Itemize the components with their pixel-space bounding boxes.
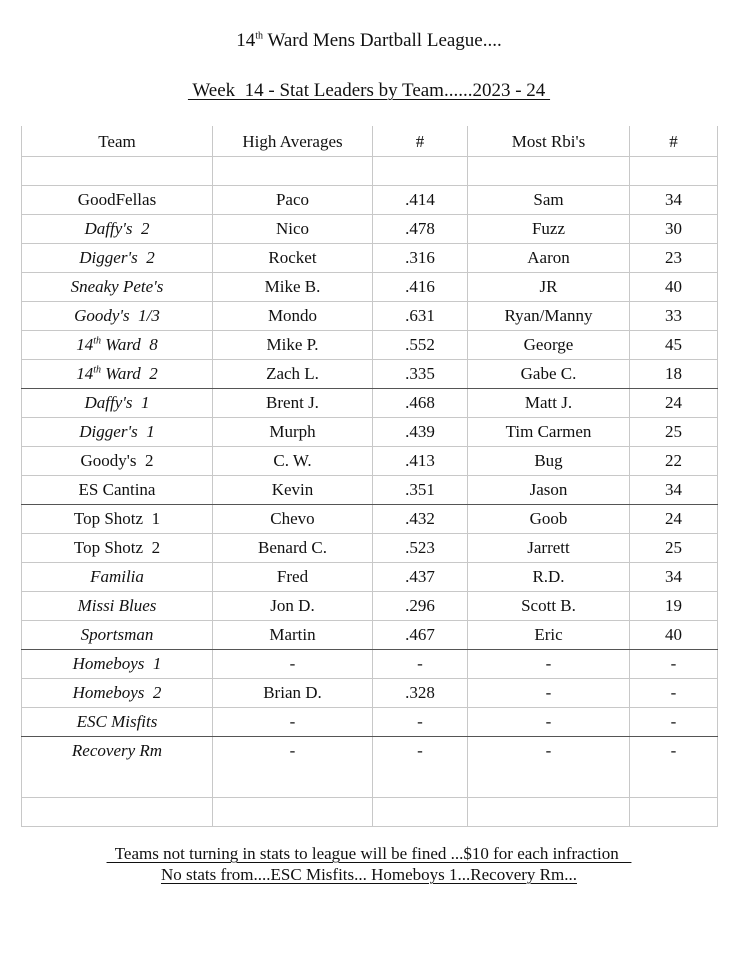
column-header-rbi-number: #	[630, 127, 718, 157]
table-row	[22, 650, 718, 679]
high-avg-value-cell: .468	[373, 389, 468, 418]
rbi-player-cell: -	[468, 679, 630, 708]
team-name: Goody's 1/3	[74, 306, 160, 325]
high-avg-player-cell: C. W.	[213, 447, 373, 476]
rbi-value-cell: -	[630, 708, 718, 737]
team-name-cell	[22, 650, 213, 679]
team-name: Top Shotz 1	[73, 509, 161, 528]
header-row	[22, 127, 718, 157]
team-name: ESC Misfits	[76, 712, 158, 731]
rbi-player-cell: -	[468, 708, 630, 737]
page-title	[0, 29, 738, 53]
stat-leaders-table	[21, 126, 718, 827]
fine-notice: Teams not turning in stats to league will be fined ...$10 for each infraction	[106, 844, 632, 863]
column-header-team: Team	[22, 127, 213, 157]
team-name: ES Cantina	[78, 480, 156, 499]
team-name: Sneaky Pete's	[70, 277, 164, 296]
team-name-superscript: th	[93, 364, 101, 376]
team-name-cell	[22, 418, 213, 447]
table-row	[22, 302, 718, 331]
team-name-cell	[22, 737, 213, 798]
rbi-player-cell: Bug	[468, 447, 630, 476]
rbi-value-cell: 19	[630, 592, 718, 621]
high-avg-value-cell: .316	[373, 244, 468, 273]
rbi-player-cell: Goob	[468, 505, 630, 534]
spacer-row	[22, 157, 718, 186]
team-name-rest: Ward 2	[100, 364, 158, 383]
rbi-player-cell: Sam	[468, 186, 630, 215]
high-avg-player-cell: -	[213, 708, 373, 737]
rbi-value-cell: -	[630, 737, 718, 798]
high-avg-player-cell: Mike B.	[213, 273, 373, 302]
rbi-value-cell: 34	[630, 476, 718, 505]
team-name-cell	[22, 331, 213, 360]
high-avg-player-cell: -	[213, 650, 373, 679]
high-avg-player-cell: Brian D.	[213, 679, 373, 708]
table-row	[22, 679, 718, 708]
team-name-cell	[22, 273, 213, 302]
rbi-value-cell: 34	[630, 563, 718, 592]
team-name-cell	[22, 476, 213, 505]
rbi-player-cell: JR	[468, 273, 630, 302]
table-row	[22, 418, 718, 447]
team-name: Missi Blues	[77, 596, 157, 615]
rbi-player-cell: George	[468, 331, 630, 360]
high-avg-player-cell: Murph	[213, 418, 373, 447]
missing-stats-notice: No stats from....ESC Misfits... Homeboys 1...Recovery Rm...	[160, 865, 577, 884]
high-avg-value-cell: -	[373, 737, 468, 798]
high-avg-value-cell: .631	[373, 302, 468, 331]
rbi-value-cell: 40	[630, 273, 718, 302]
team-name-rest: Ward 8	[100, 335, 158, 354]
team-name-cell	[22, 447, 213, 476]
team-name: 14	[76, 364, 94, 383]
team-name-cell	[22, 592, 213, 621]
high-avg-value-cell: .439	[373, 418, 468, 447]
team-name-cell	[22, 215, 213, 244]
page-subtitle	[0, 79, 738, 103]
high-avg-player-cell: Paco	[213, 186, 373, 215]
high-avg-value-cell: .296	[373, 592, 468, 621]
team-name-cell	[22, 563, 213, 592]
high-avg-value-cell: .413	[373, 447, 468, 476]
rbi-value-cell: 34	[630, 186, 718, 215]
team-name-cell	[22, 244, 213, 273]
team-name: Sportsman	[80, 625, 154, 644]
team-name-cell	[22, 389, 213, 418]
spacer-row	[22, 798, 718, 827]
high-avg-value-cell: .478	[373, 215, 468, 244]
high-avg-value-cell: .432	[373, 505, 468, 534]
rbi-value-cell: 25	[630, 418, 718, 447]
table-row	[22, 505, 718, 534]
rbi-value-cell: 22	[630, 447, 718, 476]
team-name: Goody's 2	[80, 451, 154, 470]
high-avg-player-cell: Brent J.	[213, 389, 373, 418]
rbi-player-cell: Matt J.	[468, 389, 630, 418]
table-row	[22, 360, 718, 389]
table-row	[22, 534, 718, 563]
table-row	[22, 592, 718, 621]
rbi-player-cell: Jason	[468, 476, 630, 505]
rbi-player-cell: Gabe C.	[468, 360, 630, 389]
rbi-value-cell: 45	[630, 331, 718, 360]
rbi-value-cell: 33	[630, 302, 718, 331]
high-avg-player-cell: Zach L.	[213, 360, 373, 389]
high-avg-value-cell: .437	[373, 563, 468, 592]
table-row	[22, 244, 718, 273]
table-row	[22, 621, 718, 650]
subtitle-text: Week 14 - Stat Leaders by Team......2023 - 24	[187, 80, 551, 101]
team-name-cell	[22, 679, 213, 708]
high-avg-player-cell: -	[213, 737, 373, 798]
column-header-high-averages: High Averages	[213, 127, 373, 157]
high-avg-value-cell: -	[373, 708, 468, 737]
team-name: Digger's 1	[79, 422, 155, 441]
table-row	[22, 563, 718, 592]
high-avg-value-cell: .328	[373, 679, 468, 708]
team-name: 14	[76, 335, 94, 354]
rbi-value-cell: 25	[630, 534, 718, 563]
column-header-most-rbis: Most Rbi's	[468, 127, 630, 157]
high-avg-player-cell: Rocket	[213, 244, 373, 273]
rbi-player-cell: Fuzz	[468, 215, 630, 244]
team-name-cell	[22, 534, 213, 563]
team-name: GoodFellas	[77, 190, 157, 209]
rbi-player-cell: Eric	[468, 621, 630, 650]
rbi-value-cell: -	[630, 679, 718, 708]
rbi-player-cell: Tim Carmen	[468, 418, 630, 447]
high-avg-value-cell: .416	[373, 273, 468, 302]
rbi-player-cell: R.D.	[468, 563, 630, 592]
table-row	[22, 737, 718, 798]
team-name: Homeboys 2	[72, 683, 162, 702]
rbi-value-cell: 18	[630, 360, 718, 389]
table-body	[22, 157, 718, 827]
high-avg-player-cell: Mike P.	[213, 331, 373, 360]
rbi-player-cell: -	[468, 650, 630, 679]
table-row	[22, 215, 718, 244]
team-name-cell	[22, 621, 213, 650]
team-name-cell	[22, 505, 213, 534]
high-avg-value-cell: .552	[373, 331, 468, 360]
high-avg-value-cell: -	[373, 650, 468, 679]
team-name: Recovery Rm	[71, 741, 163, 760]
high-avg-value-cell: .351	[373, 476, 468, 505]
high-avg-player-cell: Chevo	[213, 505, 373, 534]
high-avg-player-cell: Martin	[213, 621, 373, 650]
rbi-player-cell: -	[468, 737, 630, 798]
title-rest: Ward Mens Dartball League....	[263, 30, 502, 51]
team-name: Top Shotz 2	[73, 538, 161, 557]
table-row	[22, 389, 718, 418]
rbi-value-cell: 30	[630, 215, 718, 244]
rbi-value-cell: -	[630, 650, 718, 679]
high-avg-player-cell: Fred	[213, 563, 373, 592]
team-name: Daffy's 1	[84, 393, 150, 412]
team-name-superscript: th	[93, 335, 101, 347]
title-prefix: 14	[236, 30, 256, 51]
high-avg-player-cell: Jon D.	[213, 592, 373, 621]
rbi-player-cell: Aaron	[468, 244, 630, 273]
table-row	[22, 708, 718, 737]
rbi-value-cell: 24	[630, 505, 718, 534]
table-row	[22, 273, 718, 302]
table-row	[22, 186, 718, 215]
team-name-cell	[22, 708, 213, 737]
title-superscript: th	[255, 30, 264, 42]
table-row	[22, 331, 718, 360]
rbi-player-cell: Jarrett	[468, 534, 630, 563]
high-avg-value-cell: .467	[373, 621, 468, 650]
team-name: Digger's 2	[79, 248, 155, 267]
rbi-player-cell: Ryan/Manny	[468, 302, 630, 331]
footer-notes	[0, 843, 738, 885]
high-avg-player-cell: Nico	[213, 215, 373, 244]
team-name-cell	[22, 186, 213, 215]
high-avg-value-cell: .335	[373, 360, 468, 389]
rbi-value-cell: 24	[630, 389, 718, 418]
table-row	[22, 447, 718, 476]
high-avg-player-cell: Kevin	[213, 476, 373, 505]
high-avg-player-cell: Benard C.	[213, 534, 373, 563]
column-header-avg-number: #	[373, 127, 468, 157]
rbi-value-cell: 23	[630, 244, 718, 273]
high-avg-player-cell: Mondo	[213, 302, 373, 331]
table-row	[22, 476, 718, 505]
team-name: Daffy's 2	[84, 219, 150, 238]
team-name-cell	[22, 302, 213, 331]
high-avg-value-cell: .414	[373, 186, 468, 215]
team-name-cell	[22, 360, 213, 389]
high-avg-value-cell: .523	[373, 534, 468, 563]
team-name: Familia	[90, 567, 144, 586]
team-name: Homeboys 1	[72, 654, 162, 673]
rbi-value-cell: 40	[630, 621, 718, 650]
rbi-player-cell: Scott B.	[468, 592, 630, 621]
